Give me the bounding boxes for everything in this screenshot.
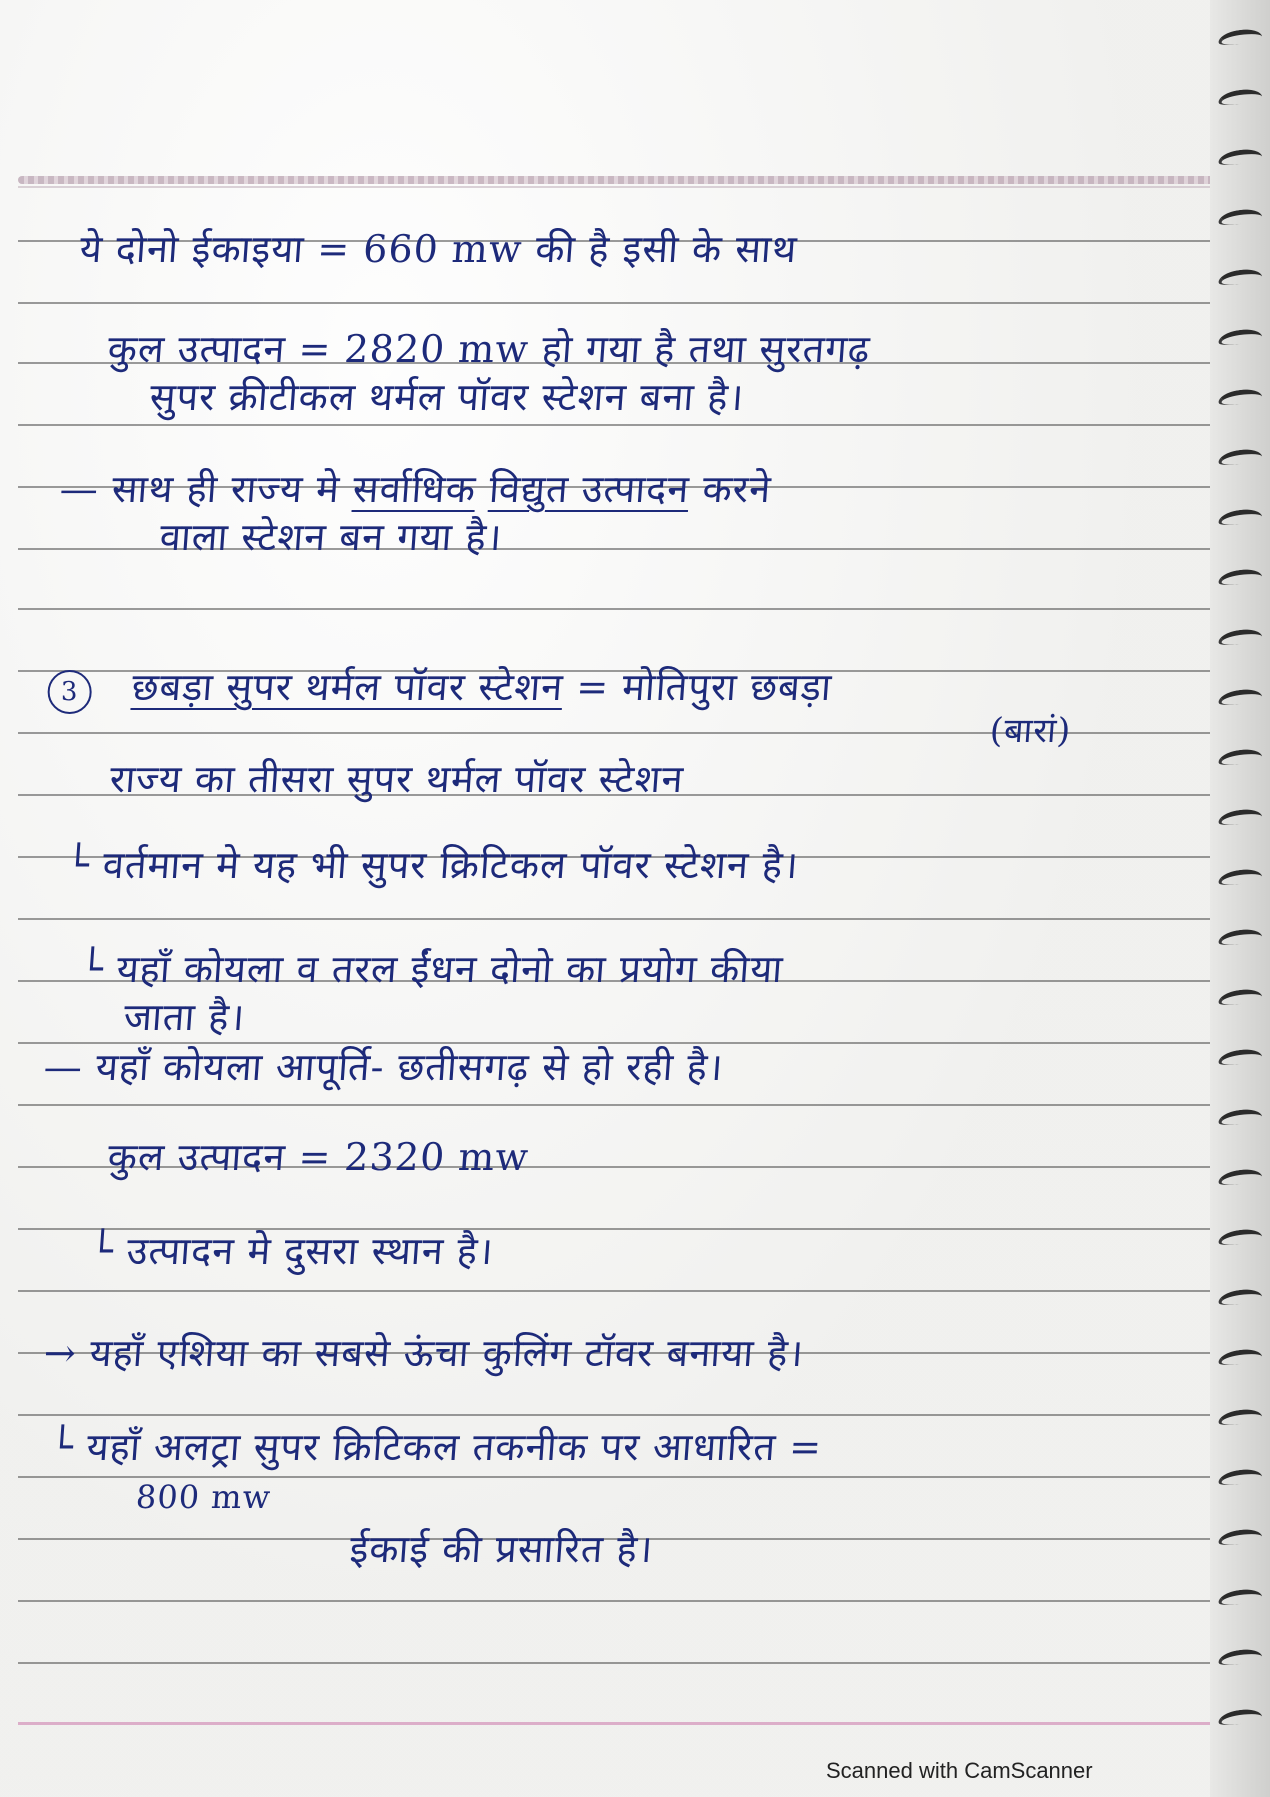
spiral-coil xyxy=(1217,1467,1263,1487)
note-line-2b: सुपर क्रीटीकल थर्मल पॉवर स्टेशन बना है। xyxy=(148,375,746,419)
spiral-coil xyxy=(1217,807,1263,827)
section-number-badge: 3 xyxy=(48,670,92,714)
note-line-7a: └ यहाँ कोयला व तरल ईंधन दोनो का प्रयोग कीया xyxy=(78,947,785,991)
note-line-7b: जाता है। xyxy=(122,995,247,1039)
spiral-coil xyxy=(1217,27,1263,47)
section-heading-3 xyxy=(46,660,834,714)
section-heading-district: (बारां) xyxy=(988,711,1073,751)
spiral-coil xyxy=(1217,387,1263,407)
bottom-margin-line xyxy=(18,1722,1228,1725)
spiral-coil xyxy=(1217,1347,1263,1367)
top-margin-line-secondary xyxy=(18,186,1238,188)
note-line-9: कुल उत्पादन = 2320 mw xyxy=(106,1135,531,1179)
spiral-coil xyxy=(1217,987,1263,1007)
note-line-5: राज्य का तीसरा सुपर थर्मल पॉवर स्टेशन xyxy=(108,757,686,801)
top-margin-line xyxy=(18,176,1238,184)
note-line-12: └ यहाँ अलट्रा सुपर क्रिटिकल तकनीक पर आधारित = xyxy=(48,1425,824,1469)
note-line-11: → यहाँ एशिया का सबसे ऊंचा कुलिंग टॉवर बनाया है। xyxy=(42,1331,806,1375)
note-line-13a: 800 mw xyxy=(134,1478,273,1516)
scanner-watermark: Scanned with CamScanner xyxy=(826,1758,1093,1783)
spiral-coil xyxy=(1217,1107,1263,1127)
note-line-3b: वाला स्टेशन बन गया है। xyxy=(158,515,504,559)
ruled-line xyxy=(18,1104,1228,1106)
spiral-coil xyxy=(1217,1227,1263,1247)
spiral-coil xyxy=(1217,687,1263,707)
note-line-3a-suffix: करने xyxy=(701,467,773,511)
spiral-coil xyxy=(1217,147,1263,167)
ruled-line xyxy=(18,1290,1228,1292)
ruled-line xyxy=(18,918,1228,920)
note-line-3a-underlined-1: सर्वाधिक xyxy=(351,467,478,511)
spiral-coil xyxy=(1217,1287,1263,1307)
spiral-coil xyxy=(1217,327,1263,347)
spiral-coil xyxy=(1217,1587,1263,1607)
spiral-coil xyxy=(1217,627,1263,647)
note-line-8: — यहाँ कोयला आपूर्ति- छतीसगढ़ से हो रही है। xyxy=(42,1045,726,1089)
spiral-coil xyxy=(1217,567,1263,587)
spiral-coil xyxy=(1217,1527,1263,1547)
ruled-line xyxy=(18,302,1228,304)
note-line-2a: कुल उत्पादन = 2820 mw हो गया है तथा सुरतगढ़ xyxy=(106,327,872,371)
spiral-coil xyxy=(1217,447,1263,467)
spiral-coil xyxy=(1217,207,1263,227)
spiral-coil xyxy=(1217,747,1263,767)
spiral-coil xyxy=(1217,927,1263,947)
note-line-3a-prefix: — साथ ही राज्य मे xyxy=(58,467,342,511)
spiral-coil xyxy=(1217,87,1263,107)
spiral-coil xyxy=(1217,267,1263,287)
spiral-coil xyxy=(1217,1167,1263,1187)
ruled-line xyxy=(18,1662,1228,1664)
section-heading-location: = मोतिपुरा छबड़ा xyxy=(574,665,834,709)
ruled-line xyxy=(18,424,1228,426)
spiral-coil xyxy=(1217,1707,1263,1727)
ruled-line xyxy=(18,608,1228,610)
spiral-coil xyxy=(1217,507,1263,527)
note-line-3a-underlined-2: विद्युत उत्पादन xyxy=(487,467,692,511)
spiral-coil xyxy=(1217,1047,1263,1067)
ruled-line xyxy=(18,1600,1228,1602)
section-heading-text: छबड़ा सुपर थर्मल पॉवर स्टेशन xyxy=(130,665,565,709)
note-line-1: ये दोनो ईकाइया = 660 mw की है इसी के साथ xyxy=(78,227,799,271)
spiral-binding xyxy=(1210,0,1270,1797)
ruled-line xyxy=(18,1414,1228,1416)
note-line-6: └ वर्तमान मे यह भी सुपर क्रिटिकल पॉवर स्टेशन है। xyxy=(64,843,801,887)
spiral-coil xyxy=(1217,1407,1263,1427)
spiral-coil xyxy=(1217,1647,1263,1667)
note-line-10: └ उत्पादन मे दुसरा स्थान है। xyxy=(88,1229,496,1273)
note-line-13b: ईकाई की प्रसारित है। xyxy=(348,1527,655,1571)
note-line-3a xyxy=(58,462,773,514)
spiral-coil xyxy=(1217,867,1263,887)
